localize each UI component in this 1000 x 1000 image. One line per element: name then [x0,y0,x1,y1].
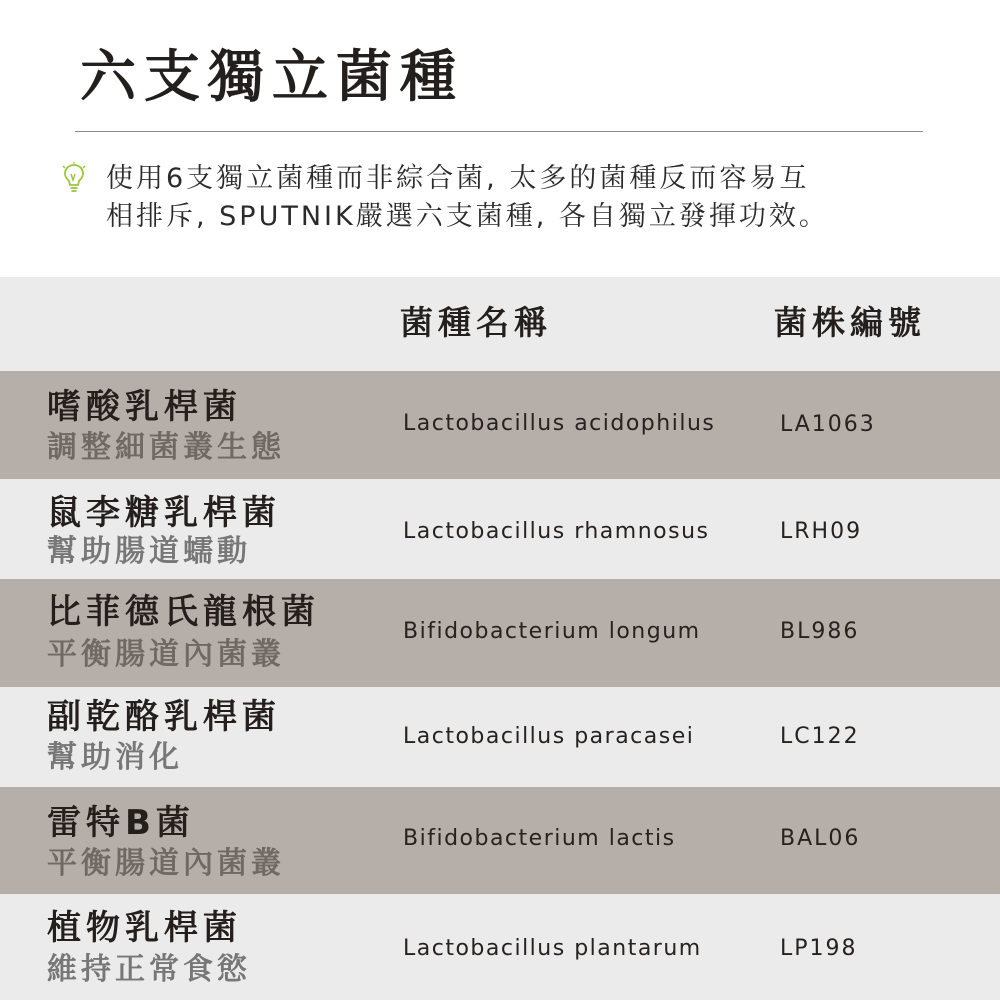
species-benefit: 幫助腸道蠕動 [47,534,251,569]
lightbulb-icon [62,162,86,194]
latin-name: Lactobacillus acidophilus [403,411,716,436]
intro-text [106,160,966,236]
strain-code: LA1063 [780,412,876,437]
header-strain-name: 菌種名稱 [400,303,552,342]
strain-code: LC122 [780,724,860,749]
species-benefit: 調整細菌叢生態 [47,430,285,465]
header-strain-number: 菌株編號 [774,303,926,342]
latin-name: Lactobacillus rhamnosus [403,519,710,544]
table-row [0,787,1000,894]
species-benefit: 維持正常食慾 [47,952,251,987]
table-row [0,479,1000,579]
species-benefit: 平衡腸道內菌叢 [47,846,285,881]
species-name: 嗜酸乳桿菌 [47,387,242,427]
species-benefit: 平衡腸道內菌叢 [47,637,285,672]
strain-code: LP198 [780,936,858,961]
table-header [0,277,1000,371]
species-name: 雷特B菌 [47,803,195,843]
table-row [0,687,1000,787]
table-row [0,371,1000,479]
latin-name: Lactobacillus paracasei [403,724,695,749]
species-benefit: 幫助消化 [47,740,183,775]
title-divider [75,131,923,132]
table-row [0,579,1000,687]
strain-code: LRH09 [780,519,863,544]
species-name: 比菲德氏龍根菌 [47,592,320,632]
intro-line-1: 使用6支獨立菌種而非綜合菌, 太多的菌種反而容易互 [106,163,810,194]
strain-code: BAL06 [780,826,861,851]
page-title: 六支獨立菌種 [80,45,464,110]
species-name: 植物乳桿菌 [47,908,242,948]
intro-line-2: 相排斥, SPUTNIK嚴選六支菌種, 各自獨立發揮功效。 [106,201,829,232]
table-row [0,894,1000,1000]
latin-name: Lactobacillus plantarum [403,936,702,961]
species-name: 副乾酪乳桿菌 [47,697,281,737]
strain-code: BL986 [780,619,860,644]
latin-name: Bifidobacterium lactis [403,826,676,851]
latin-name: Bifidobacterium longum [403,619,701,644]
species-name: 鼠李糖乳桿菌 [47,493,281,533]
